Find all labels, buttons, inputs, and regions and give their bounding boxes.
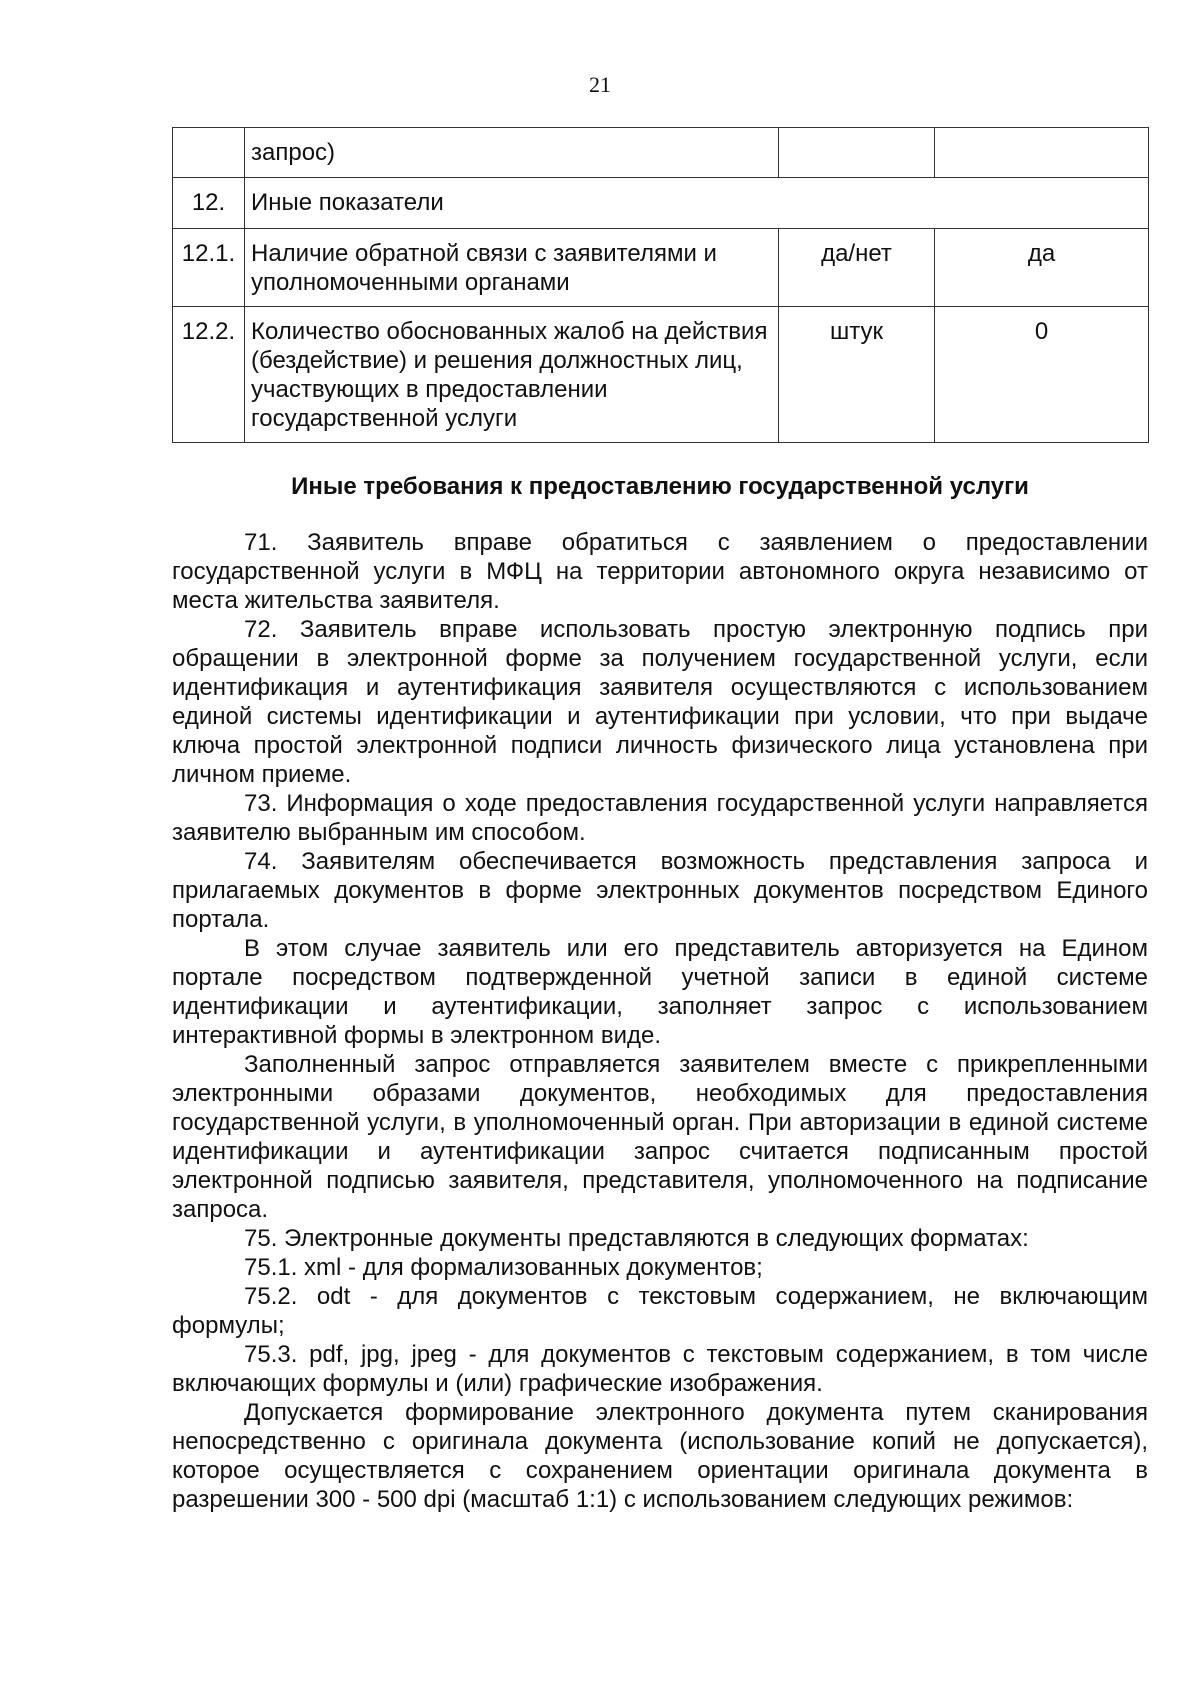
- indicator-name: Количество обоснованных жалоб на действия (бездействие) и решения должностных лиц, участвующих в предоставлении государственной услуги: [245, 307, 779, 443]
- table-row: [173, 307, 1149, 443]
- paragraph: Допускается формирование электронного документа путем сканирования непосредственно с оригинала документа (использование копий не допускается), которое осуществляется с сохранением ориентации оригинала документа в разрешении 300 - 500 dpi (масштаб 1:1) с использованием следующих режимов:: [172, 1399, 1148, 1513]
- table-row: [173, 229, 1149, 307]
- indicator-name: Наличие обратной связи с заявителями и уполномоченными органами: [245, 229, 779, 307]
- unit-cell: [779, 128, 935, 178]
- table-row: [173, 178, 1149, 229]
- value-cell: 0: [935, 307, 1149, 443]
- section-heading: Иные требования к предоставлению государственной услуги: [291, 473, 1029, 500]
- body-text: [172, 528, 1148, 1514]
- paragraph: В этом случае заявитель или его представитель авторизуется на Едином портале посредством подтвержденной учетной записи в единой системе идентификации и аутентификации, заполняет запрос с использованием интерактивной формы в электронном виде.: [172, 935, 1148, 1049]
- paragraph: 73. Информация о ходе предоставления государственной услуги направляется заявителю выбранным им способом.: [172, 790, 1148, 846]
- paragraph: 75. Электронные документы представляются в следующих форматах:: [244, 1225, 1029, 1252]
- paragraph: 75.3. pdf, jpg, jpeg - для документов с текстовым содержанием, в том числе включающих формулы и (или) графические изображения.: [172, 1341, 1148, 1397]
- table-row: [173, 128, 1149, 178]
- value-cell: да: [935, 229, 1149, 307]
- paragraph: 74. Заявителям обеспечивается возможность представления запроса и прилагаемых документов в форме электронных документов посредством Единого портала.: [172, 848, 1148, 933]
- paragraph: 75.1. xml - для формализованных документов;: [244, 1254, 763, 1281]
- paragraph: 72. Заявитель вправе использовать простую электронную подпись при обращении в электронной форме за получением государственной услуги, если идентификация и аутентификация заявителя осуществляются с использованием единой системы идентификации и аутентификации при условии, что при выдаче ключа простой электронной подписи личность физического лица установлена при личном приеме.: [172, 616, 1148, 788]
- paragraph: Заполненный запрос отправляется заявителем вместе с прикрепленными электронными образами документов, необходимых для предоставления государственной услуги, в уполномоченный орган. При авторизации в единой системе идентификации и аутентификации запрос считается подписанным простой электронной подписью заявителя, представителя, уполномоченного на подписание запроса.: [172, 1051, 1148, 1223]
- value-cell: [935, 128, 1149, 178]
- page-number: 21: [589, 72, 611, 97]
- paragraph: 75.2. odt - для документов с текстовым содержанием, не включающим формулы;: [172, 1283, 1148, 1339]
- row-number: 12.: [173, 178, 245, 229]
- unit-cell: да/нет: [779, 229, 935, 307]
- unit-cell: штук: [779, 307, 935, 443]
- row-number: [173, 128, 245, 178]
- row-number: 12.2.: [173, 307, 245, 443]
- paragraph: 71. Заявитель вправе обратиться с заявлением о предоставлении государственной услуги в МФЦ на территории автономного округа независимо от места жительства заявителя.: [172, 529, 1148, 614]
- indicator-name: запрос): [245, 128, 779, 178]
- row-number: 12.1.: [173, 229, 245, 307]
- indicator-group-name: Иные показатели: [245, 178, 1149, 229]
- indicators-table: [172, 127, 1149, 443]
